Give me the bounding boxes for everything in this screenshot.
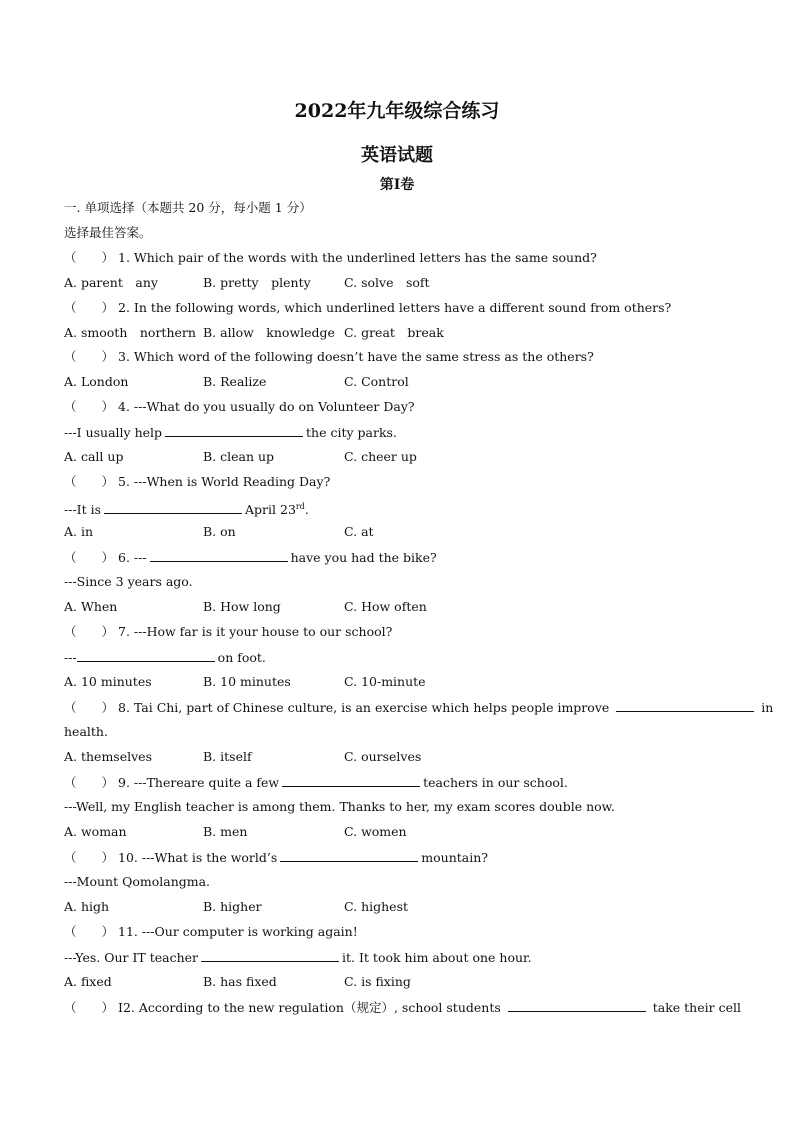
answer-paren[interactable]: （ ） (64, 300, 115, 315)
answer-blank[interactable] (616, 699, 754, 712)
question-7-reply: --- on foot. (64, 650, 266, 665)
option-c: C. 10-minute (344, 674, 426, 689)
question-8: （ ） 8. Tai Chi, part of Chinese culture, is an exercise which helps people improve in (64, 700, 774, 715)
answer-paren[interactable]: （ ） (64, 700, 115, 715)
option-a: A. When (64, 599, 118, 614)
question-9: （ ） 9. ---Thereare quite a few teachers in our school. (64, 775, 568, 790)
question-stem: 2. In the following words, which underlined letters have a different sound from others? (118, 300, 672, 315)
option-a: A. 10 minutes (64, 674, 152, 689)
option-a: A. London (64, 374, 129, 389)
option-b: B. Realize (203, 374, 267, 389)
option-c: C. at (344, 524, 374, 539)
answer-blank[interactable] (104, 501, 242, 514)
exam-subject-title: 英语试题 (361, 145, 433, 166)
option-b: B. How long (203, 599, 281, 614)
question-stem: 3. Which word of the following doesn’t have the same stress as the others? (118, 349, 594, 364)
question-6: （ ） 6. --- have you had the bike? (64, 550, 437, 565)
option-c: C. great break (344, 325, 444, 340)
answer-paren[interactable]: （ ） (64, 924, 115, 939)
option-c: C. ourselves (344, 749, 422, 764)
answer-paren[interactable]: （ ） (64, 775, 115, 790)
answer-paren[interactable]: （ ） (64, 349, 115, 364)
exam-volume-title: 第I卷 (379, 177, 415, 193)
option-a: A. in (64, 524, 94, 539)
option-a: A. high (64, 899, 110, 914)
question-2 (64, 300, 671, 316)
section-instruction: 选择最佳答案。 (64, 225, 152, 240)
option-c: C. women (344, 824, 407, 839)
section-heading: 一. 单项选择（本题共 20 分，每小题 1 分） (64, 200, 312, 215)
answer-blank[interactable] (165, 424, 303, 437)
answer-blank[interactable] (201, 949, 339, 962)
question-stem: 5. ---When is World Reading Day? (118, 474, 331, 489)
answer-blank[interactable] (508, 999, 646, 1012)
option-c: C. highest (344, 899, 409, 914)
question-11-reply: ---Yes. Our IT teacher it. It took him about one hour. (64, 950, 532, 965)
answer-paren[interactable]: （ ） (64, 474, 115, 489)
option-c: C. solve soft (344, 275, 430, 290)
option-a: A. themselves (64, 749, 152, 764)
option-b: B. 10 minutes (203, 674, 291, 689)
option-a: A. parent any (64, 275, 158, 290)
question-stem: 7. ---How far is it your house to our school? (118, 624, 393, 639)
answer-blank[interactable] (280, 849, 418, 862)
question-10: （ ） 10. ---What is the world’s mountain? (64, 850, 489, 865)
option-a: A. fixed (64, 974, 112, 989)
answer-paren[interactable]: （ ） (64, 624, 115, 639)
question-stem: 1. Which pair of the words with the underlined letters has the same sound? (118, 250, 597, 265)
answer-blank[interactable] (282, 774, 420, 787)
option-c: C. How often (344, 599, 427, 614)
answer-paren[interactable]: （ ） (64, 550, 115, 565)
question-5 (64, 474, 330, 490)
option-b: B. men (203, 824, 248, 839)
question-5-reply: ---It is April 23rd. (64, 502, 309, 518)
question-12: （ ） I2. According to the new regulation（规定）, school students take their cell (64, 1000, 741, 1015)
option-b: B. itself (203, 749, 252, 764)
answer-blank[interactable] (77, 649, 215, 662)
question-4 (64, 399, 415, 415)
question-8-continuation: health. (64, 724, 108, 739)
question-stem: 11. ---Our computer is working again! (118, 924, 358, 939)
answer-paren[interactable]: （ ） (64, 850, 115, 865)
answer-paren[interactable]: （ ） (64, 250, 115, 265)
option-b: B. higher (203, 899, 262, 914)
option-c: C. cheer up (344, 449, 417, 464)
option-b: B. allow knowledge (203, 325, 335, 340)
option-a: A. call up (64, 449, 124, 464)
question-1 (64, 250, 597, 266)
question-9-reply: ---Well, my English teacher is among them. Thanks to her, my exam scores double now. (64, 799, 615, 814)
answer-paren[interactable]: （ ） (64, 1000, 115, 1015)
question-3 (64, 349, 594, 365)
exam-main-title: 2022年九年级综合练习 (294, 100, 500, 122)
answer-paren[interactable]: （ ） (64, 399, 115, 414)
answer-blank[interactable] (150, 549, 288, 562)
option-b: B. on (203, 524, 236, 539)
question-6-reply: ---Since 3 years ago. (64, 574, 193, 589)
option-b: B. pretty plenty (203, 275, 311, 290)
question-10-reply: ---Mount Qomolangma. (64, 874, 211, 889)
question-11 (64, 924, 358, 940)
option-b: B. clean up (203, 449, 275, 464)
option-a: A. woman (64, 824, 127, 839)
option-a: A. smooth northern (64, 325, 196, 340)
question-4-reply: ---I usually help the city parks. (64, 425, 397, 440)
option-c: C. Control (344, 374, 409, 389)
option-b: B. has fixed (203, 974, 277, 989)
question-7 (64, 624, 392, 640)
option-c: C. is fixing (344, 974, 411, 989)
question-stem: 4. ---What do you usually do on Volunteer Day? (118, 399, 415, 414)
